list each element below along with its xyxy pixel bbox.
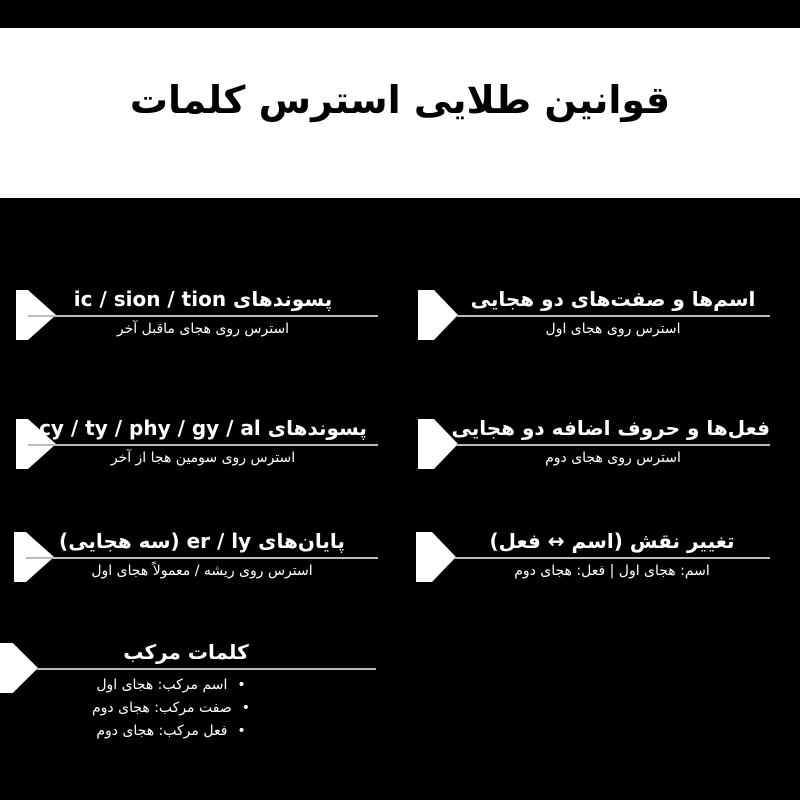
card-title: تغییر نقش (اسم ↔ فعل): [489, 529, 735, 553]
rule-card: [28, 416, 378, 514]
divider: [454, 557, 770, 559]
list-item: • اسم مرکب: هجای اول: [0, 674, 376, 697]
divider: [456, 315, 770, 317]
rule-card: [451, 416, 770, 514]
card-subtitle: استرس روی ریشه / معمولاً هجای اول: [91, 563, 313, 579]
card-subtitle: استرس روی هجای ماقبل آخر: [116, 321, 290, 337]
arrow-icon: [416, 532, 456, 582]
rule-card: [28, 287, 378, 385]
card-title: پسوندهای cy / ty / phy / gy / al: [39, 416, 367, 440]
list-item: • فعل مرکب: هجای دوم: [0, 720, 376, 743]
divider: [36, 668, 376, 670]
divider: [26, 557, 378, 559]
divider: [28, 315, 378, 317]
rule-card: [36, 640, 376, 758]
rule-card: [26, 529, 378, 627]
card-title: فعل‌ها و حروف اضافه دو هجایی: [451, 416, 770, 440]
card-subtitle: استرس روی هجای دوم: [545, 450, 681, 466]
card-title: پایان‌های er / ly (سه هجایی): [59, 529, 345, 553]
bullet-list: [0, 674, 376, 743]
card-title: پسوندهای ic / sion / tion: [73, 287, 333, 311]
card-title: کلمات مرکب: [123, 640, 249, 664]
page-title: قوانین طلایی استرس کلمات: [129, 78, 671, 122]
card-title: اسم‌ها و صفت‌های دو هجایی: [470, 287, 756, 311]
card-subtitle: استرس روی هجای اول: [545, 321, 681, 337]
divider: [28, 444, 378, 446]
rule-card: [454, 529, 770, 627]
rule-card: [456, 287, 770, 385]
card-subtitle: استرس روی سومین هجا از آخر: [110, 450, 296, 466]
card-subtitle: اسم: هجای اول | فعل: هجای دوم: [514, 563, 710, 579]
arrow-icon: [418, 290, 458, 340]
divider: [456, 444, 770, 446]
list-item: • صفت مرکب: هجای دوم: [0, 697, 376, 720]
